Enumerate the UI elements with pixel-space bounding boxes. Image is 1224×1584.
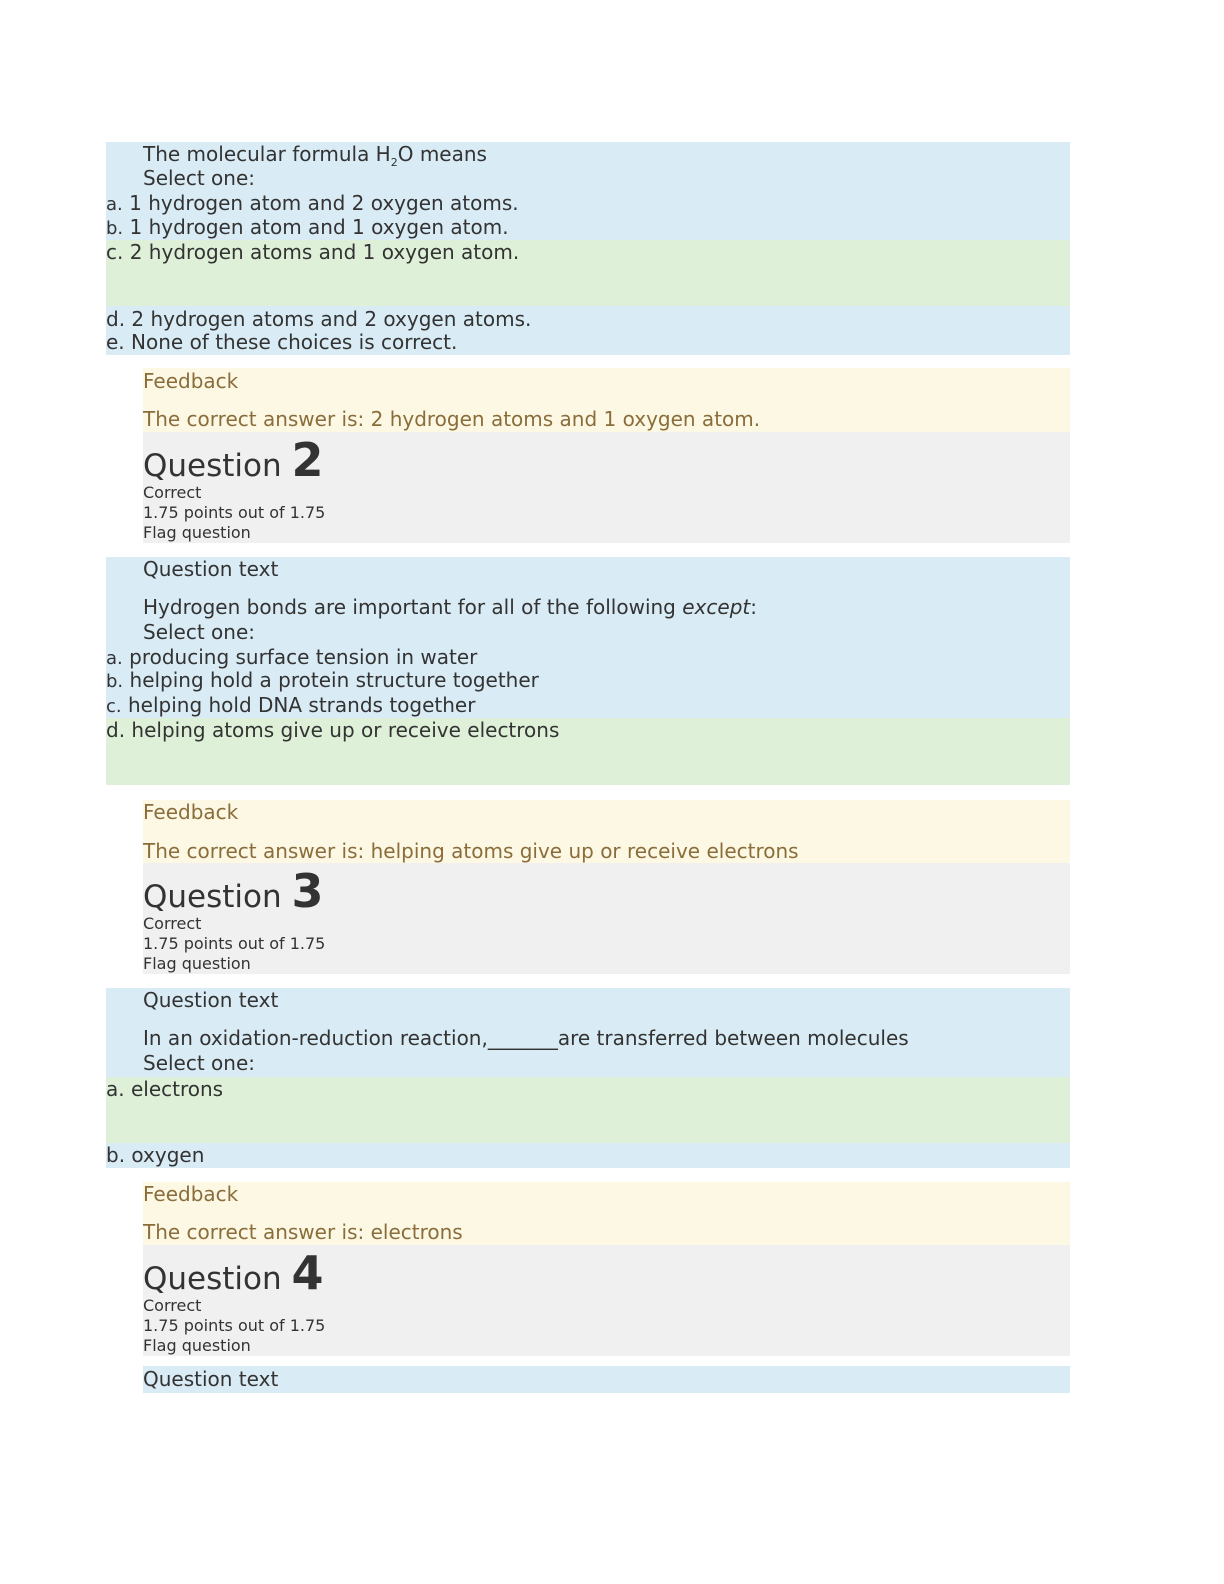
q4-question-block <box>143 1366 1070 1393</box>
q3-option-a[interactable]: a. electrons <box>106 1077 224 1101</box>
q1-feedback-label: Feedback <box>143 369 239 393</box>
q2-question-block <box>106 557 1070 718</box>
q1-feedback-text: The correct answer is: 2 hydrogen atoms and 1 oxygen atom. <box>143 407 761 431</box>
q1-question-block <box>106 142 1070 240</box>
q3-option-b[interactable]: b. oxygen <box>106 1143 205 1167</box>
q1-question-text: The molecular formula $H_2O$ means <box>143 142 487 169</box>
q2-question-text-label: Question text <box>143 557 279 581</box>
q2-select-one: Select one: <box>143 620 256 644</box>
q4-flag-question[interactable]: Flag question <box>143 1336 251 1355</box>
q2-title: Question 2 <box>143 433 324 487</box>
q3-title: Question 3 <box>143 864 324 918</box>
q1-option-d[interactable]: d. 2 hydrogen atoms and 2 oxygen atoms. <box>106 307 532 331</box>
q2-points: 1.75 points out of 1.75 <box>143 503 326 522</box>
q1-option-b[interactable]: b. 1 hydrogen atom and 1 oxygen atom. <box>106 215 509 239</box>
q2-question-text: Hydrogen bonds are important for all of the following except: <box>143 595 757 619</box>
q1-option-c[interactable]: c. 2 hydrogen atoms and 1 oxygen atom. <box>106 240 520 264</box>
q1-options-tail-block <box>106 306 1070 355</box>
q3-question-text-label: Question text <box>143 988 279 1012</box>
q2-info <box>143 432 1070 543</box>
q3-correct-option-block <box>106 1077 1070 1143</box>
q4-title: Question 4 <box>143 1246 324 1300</box>
q3-feedback-label: Feedback <box>143 1182 239 1206</box>
q3-question-block <box>106 988 1070 1077</box>
q3-options-tail-block <box>106 1143 1070 1168</box>
q3-info <box>143 863 1070 974</box>
q1-feedback <box>143 368 1070 432</box>
q1-correct-option-block <box>106 240 1070 306</box>
q2-feedback-text: The correct answer is: helping atoms give up or receive electrons <box>143 839 799 863</box>
q4-info <box>143 1245 1070 1356</box>
q3-points: 1.75 points out of 1.75 <box>143 934 326 953</box>
q1-select-one: Select one: <box>143 166 256 190</box>
q3-feedback <box>143 1182 1070 1245</box>
q2-feedback-label: Feedback <box>143 800 239 824</box>
q2-status: Correct <box>143 483 202 502</box>
q2-option-a[interactable]: a. producing surface tension in water <box>106 645 478 669</box>
q4-status: Correct <box>143 1296 202 1315</box>
q2-option-b[interactable]: b. helping hold a protein structure together <box>106 668 539 692</box>
q2-option-c[interactable]: c. helping hold DNA strands together <box>106 693 476 717</box>
q4-question-text-label: Question text <box>143 1367 279 1391</box>
q3-question-text: In an oxidation-reduction reaction,_______are transferred between molecules <box>143 1026 909 1050</box>
q3-feedback-text: The correct answer is: electrons <box>143 1220 463 1244</box>
q2-correct-option-block <box>106 718 1070 785</box>
q2-option-d[interactable]: d. helping atoms give up or receive electrons <box>106 718 560 742</box>
q2-feedback <box>143 800 1070 863</box>
q3-select-one: Select one: <box>143 1051 256 1075</box>
q3-flag-question[interactable]: Flag question <box>143 954 251 973</box>
q2-flag-question[interactable]: Flag question <box>143 523 251 542</box>
q1-option-e[interactable]: e. None of these choices is correct. <box>106 330 458 354</box>
q1-option-a[interactable]: a. 1 hydrogen atom and 2 oxygen atoms. <box>106 191 519 215</box>
q4-points: 1.75 points out of 1.75 <box>143 1316 326 1335</box>
q3-status: Correct <box>143 914 202 933</box>
